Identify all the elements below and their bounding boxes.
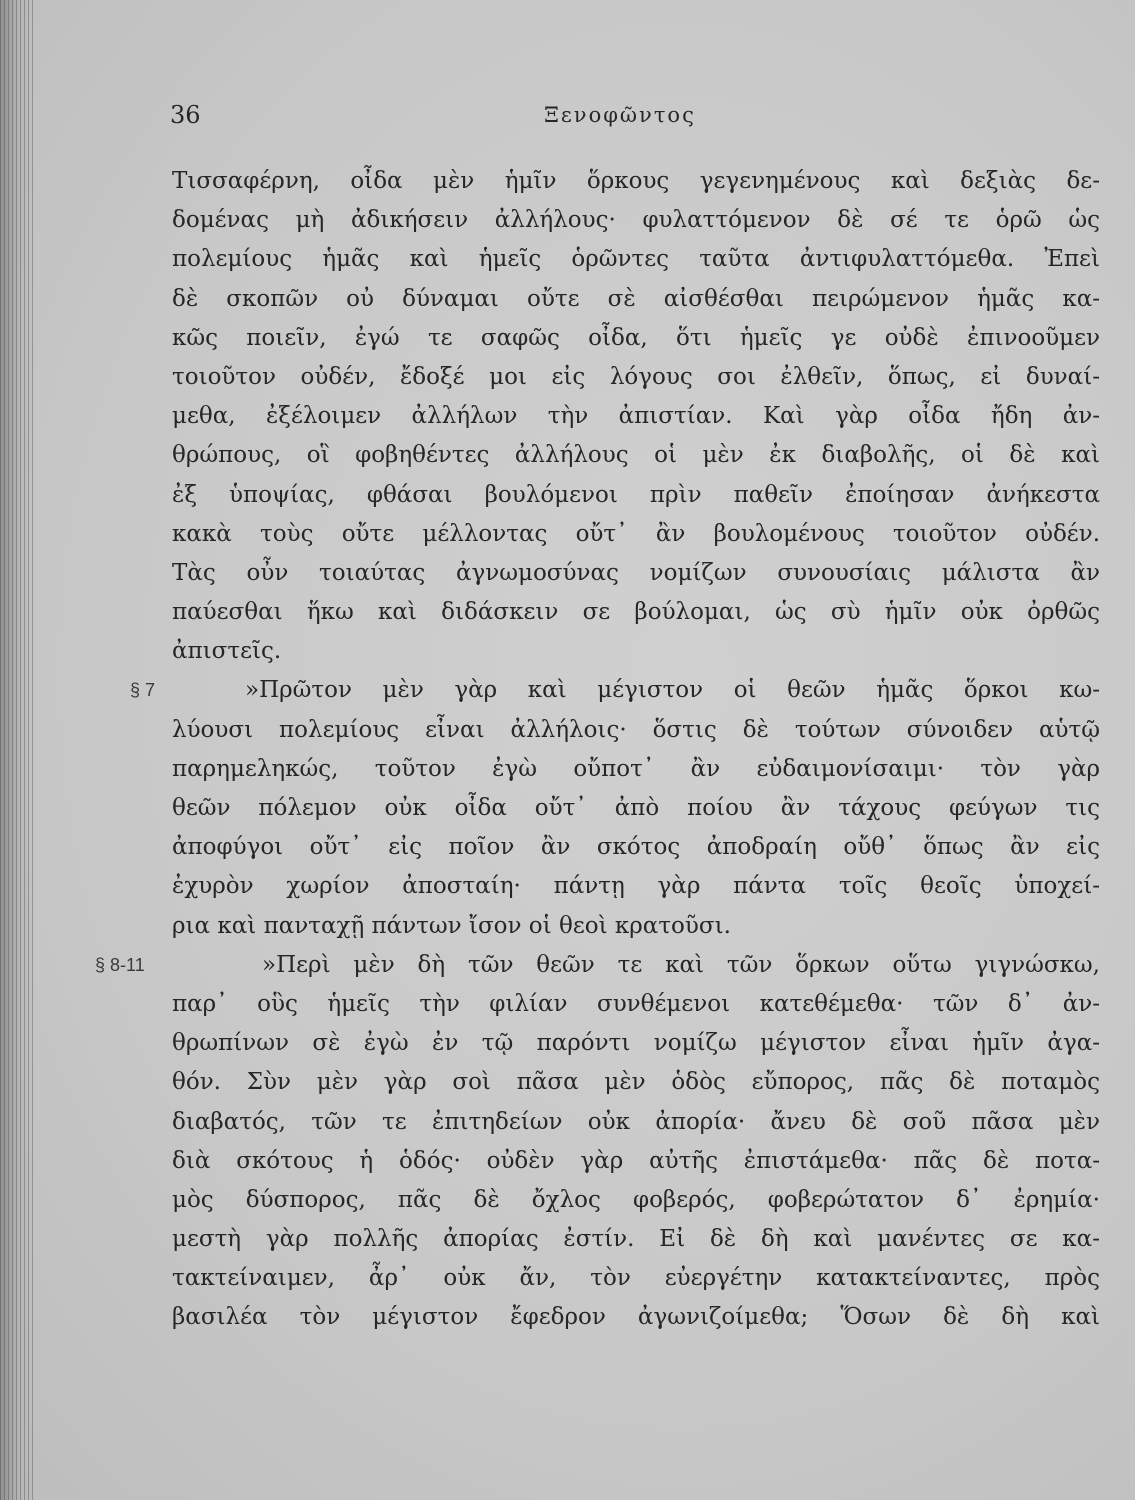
text-line: λύουσι πολεμίους εἶναι ἀλλήλοις· ὅστις δὲ τούτων σύνοιδεν αὑτῷ: [172, 716, 1100, 743]
text-line: μεθα, ἐξέλοιμεν ἀλλήλων τὴν ἀπιστίαν. Καὶ γὰρ οἶδα ἤδη ἀν-: [172, 403, 1100, 430]
text-line: Τὰς οὖν τοιαύτας ἀγνωμοσύνας νομίζων συνουσίαις μάλιστα ἂν: [172, 559, 1100, 586]
paragraph-line: [95, 946, 1100, 985]
page-binding-edge: [0, 0, 34, 1500]
text-line: Τισσαφέρνη, οἶδα μὲν ἡμῖν ὅρκους γεγενημένους καὶ δεξιὰς δε-: [172, 168, 1100, 194]
paragraph-line: [130, 671, 1100, 710]
text-line: ἐξ ὑποψίας, φθάσαι βουλόμενοι πρὶν παθεῖν ἐποίησαν ἀνήκεστα: [172, 481, 1100, 508]
text-line: μὸς δύσπορος, πᾶς δὲ ὄχλος φοβερός, φοβερώτατον δ᾽ ἐρημία·: [172, 1186, 1100, 1213]
text-line: θρώπους, οἳ φοβηθέντες ἀλλήλους οἱ μὲν ἐκ διαβολῆς, οἱ δὲ καὶ: [172, 442, 1100, 469]
text-line: τακτείναιμεν, ἆρ᾽ οὐκ ἄν, τὸν εὐεργέτην κατακτείναντες, πρὸς: [172, 1265, 1100, 1292]
text-line: διαβατός, τῶν τε ἐπιτηδείων οὐκ ἀπορία· ἄνευ δὲ σοῦ πᾶσα μὲν: [172, 1108, 1100, 1135]
text-line: ἀποφύγοι οὔτ᾽ εἰς ποῖον ἂν σκότος ἀποδραίη οὔθ᾽ ὅπως ἂν εἰς: [172, 834, 1100, 861]
running-head: Ξενοφῶντος: [544, 103, 696, 127]
text-line: θεῶν πόλεμον οὐκ οἶδα οὔτ᾽ ἀπὸ ποίου ἂν τάχους φεύγων τις: [172, 795, 1100, 821]
text-line: ἀπιστεῖς.: [172, 638, 282, 665]
text-line: κακὰ τοὺς οὔτε μέλλοντας οὔτ᾽ ἂν βουλομένους τοιοῦτον οὐδέν.: [172, 520, 1100, 547]
margin-note-section: § 7: [130, 680, 156, 701]
text-line: δὲ σκοπῶν οὐ δύναμαι οὔτε σὲ αἰσθέσθαι πειρώμενον ἡμᾶς κα-: [172, 285, 1100, 312]
text-line: δομένας μὴ ἀδικήσειν ἀλλήλους· φυλαττόμενον δὲ σέ τε ὁρῶ ὡς: [172, 207, 1100, 234]
text-line: »Πρῶτον μὲν γὰρ καὶ μέγιστον οἱ θεῶν ἡμᾶς ὅρκοι κω-: [245, 677, 1100, 704]
text-line: »Περὶ μὲν δὴ τῶν θεῶν τε καὶ τῶν ὅρκων οὕτω γιγνώσκω,: [262, 951, 1100, 978]
text-line: διὰ σκότους ἡ ὁδός· οὐδὲν γὰρ αὐτῆς ἐπιστάμεθα· πᾶς δὲ ποτα-: [172, 1147, 1100, 1174]
text-line: βασιλέα τὸν μέγιστον ἔφεδρον ἀγωνιζοίμεθα; Ὅσων δὲ δὴ καὶ: [172, 1304, 1100, 1331]
margin-note-section: § 8-11: [95, 954, 145, 975]
text-line: μεστὴ γὰρ πολλῆς ἀπορίας ἐστίν. Εἰ δὲ δὴ καὶ μανέντες σε κα-: [172, 1226, 1100, 1253]
text-line: ἐχυρὸν χωρίον ἀποσταίη· πάντῃ γὰρ πάντα τοῖς θεοῖς ὑποχεί-: [172, 873, 1100, 900]
text-line: θόν. Σὺν μὲν γὰρ σοὶ πᾶσα μὲν ὁδὸς εὔπορος, πᾶς δὲ ποταμὸς: [172, 1069, 1100, 1096]
text-line: τοιοῦτον οὐδέν, ἔδοξέ μοι εἰς λόγους σοι ἐλθεῖν, ὅπως, εἰ δυναί-: [172, 363, 1100, 390]
text-line: πολεμίους ἡμᾶς καὶ ἡμεῖς ὁρῶντες ταῦτα ἀντιφυλαττόμεθα. Ἐπεὶ: [172, 246, 1100, 273]
text-line: παρ᾽ οὓς ἡμεῖς τὴν φιλίαν συνθέμενοι κατεθέμεθα· τῶν δ᾽ ἀν-: [172, 990, 1100, 1017]
page-number: 36: [170, 101, 201, 129]
text-line: θρωπίνων σὲ ἐγὼ ἐν τῷ παρόντι νομίζω μέγιστον εἶναι ἡμῖν ἀγα-: [172, 1030, 1100, 1057]
text-line: κῶς ποιεῖν, ἐγώ τε σαφῶς οἶδα, ὅτι ἡμεῖς γε οὐδὲ ἐπινοοῦμεν: [172, 324, 1100, 351]
text-block: [95, 162, 1100, 1338]
text-line: ρια καὶ πανταχῇ πάντων ἴσον οἱ θεοὶ κρατοῦσι.: [172, 912, 731, 939]
text-line: παρημεληκώς, τοῦτον ἐγὼ οὔποτ᾽ ἂν εὐδαιμονίσαιμι· τὸν γὰρ: [172, 755, 1100, 782]
text-line: παύεσθαι ἥκω καὶ διδάσκειν σε βούλομαι, ὡς σὺ ἡμῖν οὐκ ὀρθῶς: [172, 599, 1100, 626]
